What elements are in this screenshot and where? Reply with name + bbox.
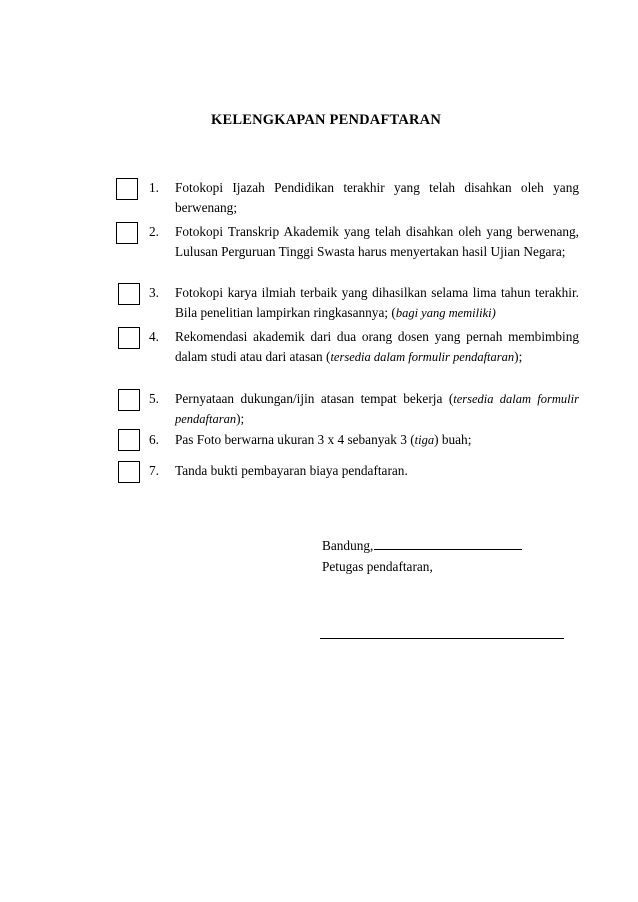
signature-line[interactable]	[320, 638, 564, 639]
page-title: KELENGKAPAN PENDAFTARAN	[210, 112, 442, 128]
item-text: Rekomendasi akademik dari dua orang dosen yang pernah membimbing dalam studi atau dari atasan (tersedia dalam formulir pendaftaran);	[175, 329, 579, 364]
item-number: 7.	[149, 463, 159, 478]
checkbox-item-7[interactable]	[118, 461, 140, 483]
item-text: Fotokopi karya ilmiah terbaik yang dihasilkan selama lima tahun terakhir. Bila penelitian lampirkan ringkasannya; (bagi yang memiliki)	[175, 285, 579, 320]
requirement-item-6	[149, 430, 579, 450]
requirement-item-1	[149, 178, 579, 218]
item-number: 2.	[149, 224, 159, 239]
item-number: 3.	[149, 285, 159, 300]
place-date-field	[322, 535, 522, 556]
checkbox-item-2[interactable]	[116, 222, 138, 244]
checkbox-item-3[interactable]	[118, 283, 140, 305]
item-number: 4.	[149, 329, 159, 344]
item-number: 6.	[149, 432, 159, 447]
item-number: 1.	[149, 180, 159, 195]
checkbox-item-4[interactable]	[118, 327, 140, 349]
requirement-item-3	[149, 283, 579, 323]
item-text: Pas Foto berwarna ukuran 3 x 4 sebanyak 3 (tiga) buah;	[175, 432, 472, 447]
item-text: Fotokopi Transkrip Akademik yang telah disahkan oleh yang berwenang, Lulusan Perguruan Tinggi Swasta harus menyertakan hasil Ujian Negara;	[175, 224, 579, 259]
officer-label: Petugas pendaftaran,	[322, 559, 433, 574]
checkbox-item-1[interactable]	[116, 178, 138, 200]
checkbox-item-5[interactable]	[118, 389, 140, 411]
checkbox-item-6[interactable]	[118, 429, 140, 451]
item-number: 5.	[149, 391, 159, 406]
place-label: Bandung,	[322, 538, 374, 553]
requirement-item-7	[149, 461, 579, 481]
item-text: Pernyataan dukungan/ijin atasan tempat bekerja (tersedia dalam formulir pendaftaran);	[175, 391, 579, 426]
requirement-item-5	[149, 389, 579, 429]
item-text: Tanda bukti pembayaran biaya pendaftaran.	[175, 463, 408, 478]
item-text: Fotokopi Ijazah Pendidikan terakhir yang telah disahkan oleh yang berwenang;	[175, 180, 579, 215]
requirement-item-4	[149, 327, 579, 367]
requirement-item-2	[149, 222, 579, 262]
date-blank-line[interactable]	[374, 535, 522, 550]
